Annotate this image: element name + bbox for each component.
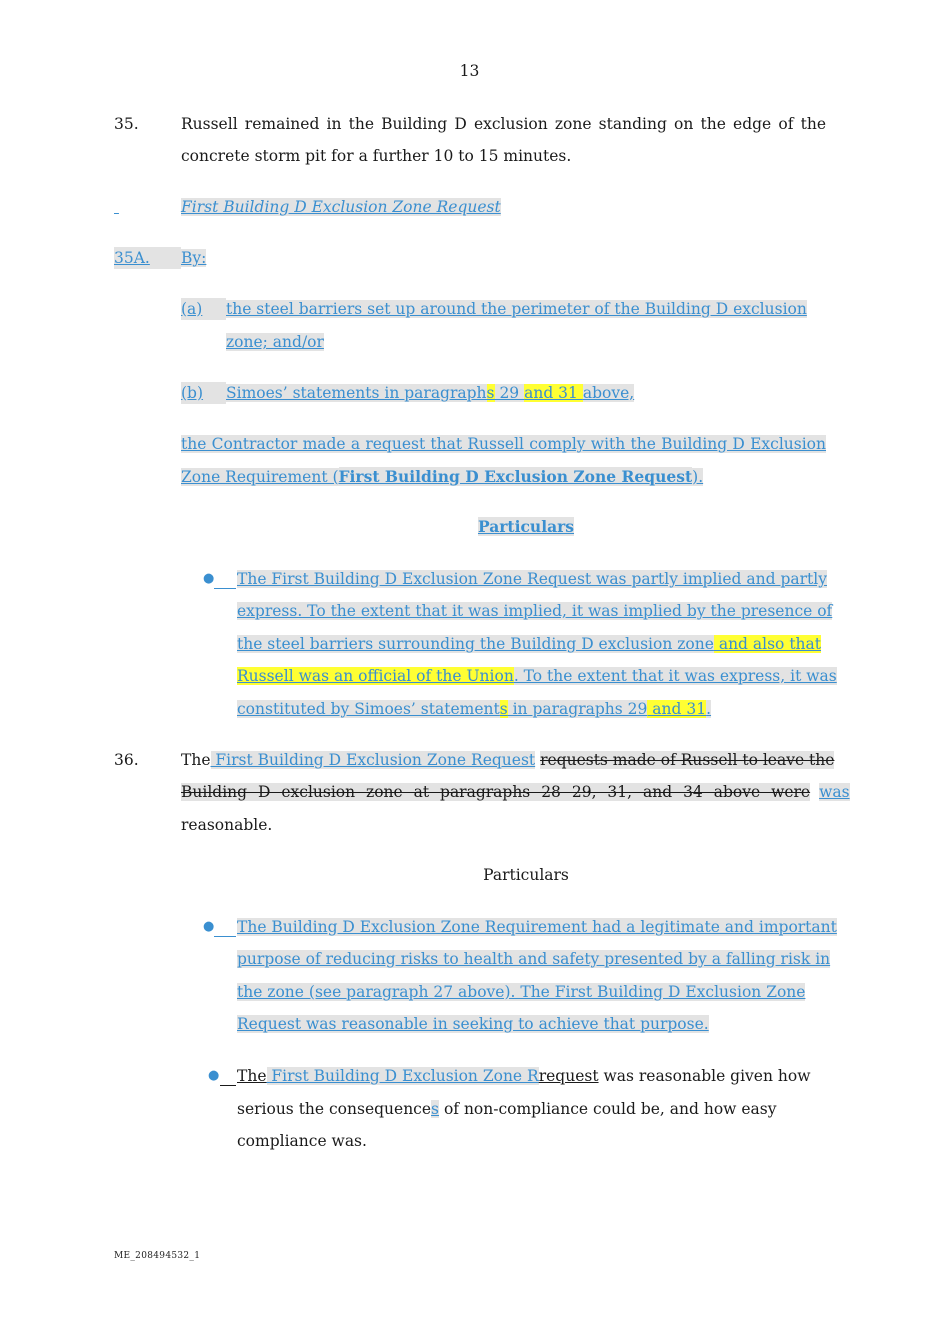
bullet-36-2-text-2b: of non-compliance could be, and how easy: [439, 1100, 777, 1118]
p36-deletion-2: Building D exclusion zone at paragraphs 28 29, 31, and 34 above were: [181, 783, 811, 801]
bullet-36-2-text-1: was reasonable given how: [598, 1067, 811, 1085]
bullet-35A-text-5c: .: [706, 700, 712, 718]
bullet-36-2-the: The: [237, 1067, 267, 1085]
bullet-36-1-line-4: [237, 1013, 709, 1035]
paragraph-35A-intro: [114, 247, 206, 269]
p36-insert-1: First Building D Exclusion Zone Request: [210, 751, 536, 769]
paragraph-35-line-2: concrete storm pit for a further 10 to 15 minutes.: [181, 147, 572, 165]
bullet-36-2-insert: First Building D Exclusion Zone R: [266, 1067, 539, 1085]
heading-first-request-text: First Building D Exclusion Zone Request: [181, 198, 501, 216]
bullet-36-1-text-2: purpose of reducing risks to health and safety presented by a falling risk in: [237, 950, 831, 968]
bullet-35A-text-2: express. To the extent that it was implied, it was implied by the presence of: [237, 602, 833, 620]
bullet-35A-text-5: constituted by Simoes’ statement: [237, 700, 500, 718]
heading-first-request: [114, 196, 501, 218]
bullet-tab-underline: [214, 936, 236, 937]
item-b-text-3: above,: [582, 384, 635, 402]
paragraph-number-35: 35.: [114, 115, 139, 133]
item-a-label: (a): [181, 298, 226, 320]
document-reference-footer: ME_208494532_1: [114, 1251, 201, 1261]
item-b-label: (b): [181, 382, 226, 404]
bullet-35A-line-3: [237, 633, 821, 655]
item-a-line-1: [181, 298, 807, 320]
paragraph-36-line-3: reasonable.: [181, 816, 273, 834]
bullet-35A-highlight-5b: and 31: [647, 700, 707, 718]
bullet-35A-highlight-5a: s: [499, 700, 508, 718]
paragraph-35-line-1: Russell remained in the Building D exclusion zone standing on the edge of the: [181, 115, 826, 133]
paragraph-36-line-2: [181, 781, 850, 803]
bullet-35A-highlight-4: Russell was an official of the Union: [237, 667, 514, 685]
bullet-36-2-insert-s: s: [431, 1100, 440, 1118]
bullet-36-1-text-3: the zone (see paragraph 27 above). The First Building D Exclusion Zone: [237, 983, 806, 1001]
bullet-35A-text-5b: in paragraphs 29: [507, 700, 648, 718]
bullet-36-2-line-3: compliance was.: [237, 1132, 367, 1150]
p36-the: The: [181, 751, 211, 769]
item-a-line-2: [226, 331, 324, 353]
item-a-text-1: the steel barriers set up around the perimeter of the Building D exclusion: [226, 300, 807, 318]
p36-deletion-1: requests made of Russell to leave the: [540, 751, 835, 769]
paragraph-35A-tail-line-2: [181, 466, 703, 488]
bullet-36-2-request: request: [538, 1067, 599, 1085]
bullet-35A-line-1: [237, 568, 827, 590]
item-b-line: [181, 382, 634, 404]
paragraph-number-35A: 35A.: [114, 247, 181, 269]
bullet-35A-highlight-3: and also that: [713, 635, 821, 653]
item-a-text-2: zone; and/or: [226, 333, 324, 351]
bullet-35A-line-4: [237, 665, 837, 687]
bullet-icon: ●: [208, 1068, 220, 1083]
bullet-icon: ●: [203, 571, 215, 586]
bullet-35A-text-1: The First Building D Exclusion Zone Request was partly implied and partly: [237, 570, 827, 588]
p36-insert-2: was: [819, 783, 850, 801]
bullet-36-2-line-2: [237, 1098, 776, 1120]
particulars-35A-text: Particulars: [477, 517, 575, 536]
bullet-icon: ●: [203, 919, 215, 934]
bullet-tab-underline: [214, 588, 236, 589]
item-b-highlight-1: s: [486, 384, 495, 402]
particulars-heading-35A: [181, 516, 871, 538]
page-number: 13: [459, 62, 480, 80]
tail-text-2-post: ).: [692, 468, 704, 486]
bullet-36-1-text-1: The Building D Exclusion Zone Requirement had a legitimate and important: [237, 918, 837, 936]
paragraph-36-line-1: [181, 749, 834, 771]
tail-text-1: the Contractor made a request that Russell comply with the Building D Exclusion: [181, 435, 826, 453]
bullet-35A-line-2: [237, 600, 833, 622]
bullet-tab-underline: [220, 1085, 236, 1086]
bullet-36-1-line-3: [237, 981, 805, 1003]
paragraph-35A-tail-line-1: [181, 433, 826, 455]
bullet-36-1-line-2: [237, 948, 831, 970]
defined-term-first-request: First Building D Exclusion Zone Request: [338, 467, 693, 486]
bullet-35A-text-3: the steel barriers surrounding the Building D exclusion zone: [237, 635, 714, 653]
item-b-text-2: 29: [494, 384, 525, 402]
item-b-highlight-2: and 31: [524, 384, 583, 402]
paragraph-number-36: 36.: [114, 751, 139, 769]
bullet-36-1-text-4: Request was reasonable in seeking to achieve that purpose.: [237, 1015, 709, 1033]
bullet-36-2-text-2a: serious the consequence: [237, 1100, 432, 1118]
particulars-heading-36: Particulars: [483, 866, 569, 884]
bullet-36-1-line-1: [237, 916, 837, 938]
tail-text-2-pre: Zone Requirement (: [181, 468, 339, 486]
bullet-36-2-line-1: [237, 1065, 810, 1087]
bullet-35A-line-5: [237, 698, 711, 720]
paragraph-35A-by: By:: [181, 249, 207, 267]
item-b-text-1: Simoes’ statements in paragraph: [226, 384, 487, 402]
bullet-35A-text-4: . To the extent that it was express, it was: [513, 667, 837, 685]
